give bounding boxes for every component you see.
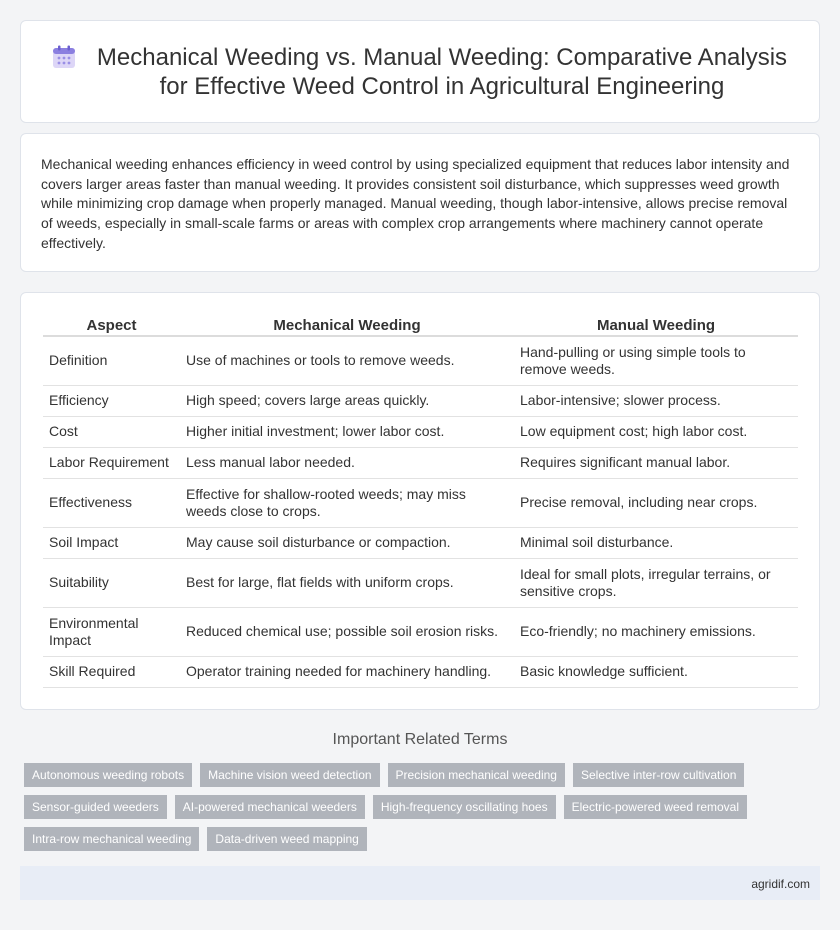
cell-mechanical: May cause soil disturbance or compaction.: [180, 527, 514, 558]
related-term-tag[interactable]: Electric-powered weed removal: [564, 795, 747, 819]
cell-manual: Precise removal, including near crops.: [514, 478, 798, 527]
table-row: [43, 447, 798, 478]
summary-text: Mechanical weeding enhances efficiency in weed control by using specialized equipment that reduces labor intensity and covers larger areas faster than manual weeding. It provides consistent soil disturbance, which suppresses weed growth while minimizing crop damage when properly managed. Manual weeding, though labor-intensive, allows precise removal of weeds, especially in small-scale farms or areas with complex crop arrangements where machinery cannot operate effectively.: [41, 156, 790, 251]
cell-manual: Hand-pulling or using simple tools to remove weeds.: [514, 336, 798, 385]
header-aspect: Aspect: [43, 315, 180, 336]
table-row: [43, 527, 798, 558]
title-wrap: [21, 21, 819, 122]
table-row: [43, 385, 798, 416]
cell-manual: Low equipment cost; high labor cost.: [514, 416, 798, 447]
related-term-tag[interactable]: Selective inter-row cultivation: [573, 763, 744, 787]
cell-manual: Eco-friendly; no machinery emissions.: [514, 607, 798, 656]
table-row: [43, 558, 798, 607]
table-header-row: [43, 315, 798, 336]
table-row: [43, 607, 798, 656]
cell-manual: Minimal soil disturbance.: [514, 527, 798, 558]
table-row: [43, 336, 798, 385]
related-term-tag[interactable]: Autonomous weeding robots: [24, 763, 192, 787]
summary-card: [20, 133, 820, 272]
cell-aspect: Soil Impact: [43, 527, 180, 558]
cell-aspect: Cost: [43, 416, 180, 447]
footer: [20, 866, 820, 900]
cell-aspect: Environmental Impact: [43, 607, 180, 656]
table-row: [43, 478, 798, 527]
cell-aspect: Definition: [43, 336, 180, 385]
cell-mechanical: Effective for shallow-rooted weeds; may miss weeds close to crops.: [180, 478, 514, 527]
table-row: [43, 656, 798, 687]
related-term-tag[interactable]: Intra-row mechanical weeding: [24, 827, 199, 851]
cell-mechanical: Less manual labor needed.: [180, 447, 514, 478]
related-term-tag[interactable]: Precision mechanical weeding: [388, 763, 565, 787]
cell-manual: Labor-intensive; slower process.: [514, 385, 798, 416]
cell-mechanical: Best for large, flat fields with uniform crops.: [180, 558, 514, 607]
header-manual: Manual Weeding: [514, 315, 798, 336]
cell-mechanical: Reduced chemical use; possible soil erosion risks.: [180, 607, 514, 656]
related-term-tag[interactable]: AI-powered mechanical weeders: [175, 795, 365, 819]
table-card: [20, 292, 820, 710]
related-term-tag[interactable]: Machine vision weed detection: [200, 763, 379, 787]
cell-aspect: Suitability: [43, 558, 180, 607]
related-terms-title: Important Related Terms: [332, 731, 508, 748]
cell-aspect: Efficiency: [43, 385, 180, 416]
related-term-tag[interactable]: Data-driven weed mapping: [207, 827, 366, 851]
cell-manual: Basic knowledge sufficient.: [514, 656, 798, 687]
cell-manual: Requires significant manual labor.: [514, 447, 798, 478]
cell-mechanical: High speed; covers large areas quickly.: [180, 385, 514, 416]
cell-aspect: Skill Required: [43, 656, 180, 687]
comparison-table: [43, 315, 798, 688]
related-term-tag[interactable]: Sensor-guided weeders: [24, 795, 167, 819]
related-term-tag[interactable]: High-frequency oscillating hoes: [373, 795, 556, 819]
cell-mechanical: Use of machines or tools to remove weeds.: [180, 336, 514, 385]
related-terms-list: [24, 763, 824, 851]
page-title: Mechanical Weeding vs. Manual Weeding: Comparative Analysis for Effective Weed Control in Agricultural Engineering: [96, 43, 788, 100]
title-card: [20, 20, 820, 123]
cell-aspect: Effectiveness: [43, 478, 180, 527]
cell-mechanical: Operator training needed for machinery handling.: [180, 656, 514, 687]
calendar-icon: [51, 44, 77, 70]
cell-aspect: Labor Requirement: [43, 447, 180, 478]
cell-mechanical: Higher initial investment; lower labor cost.: [180, 416, 514, 447]
footer-site-link[interactable]: agridif.com: [751, 877, 810, 891]
cell-manual: Ideal for small plots, irregular terrains, or sensitive crops.: [514, 558, 798, 607]
table-row: [43, 416, 798, 447]
header-mechanical: Mechanical Weeding: [180, 315, 514, 336]
